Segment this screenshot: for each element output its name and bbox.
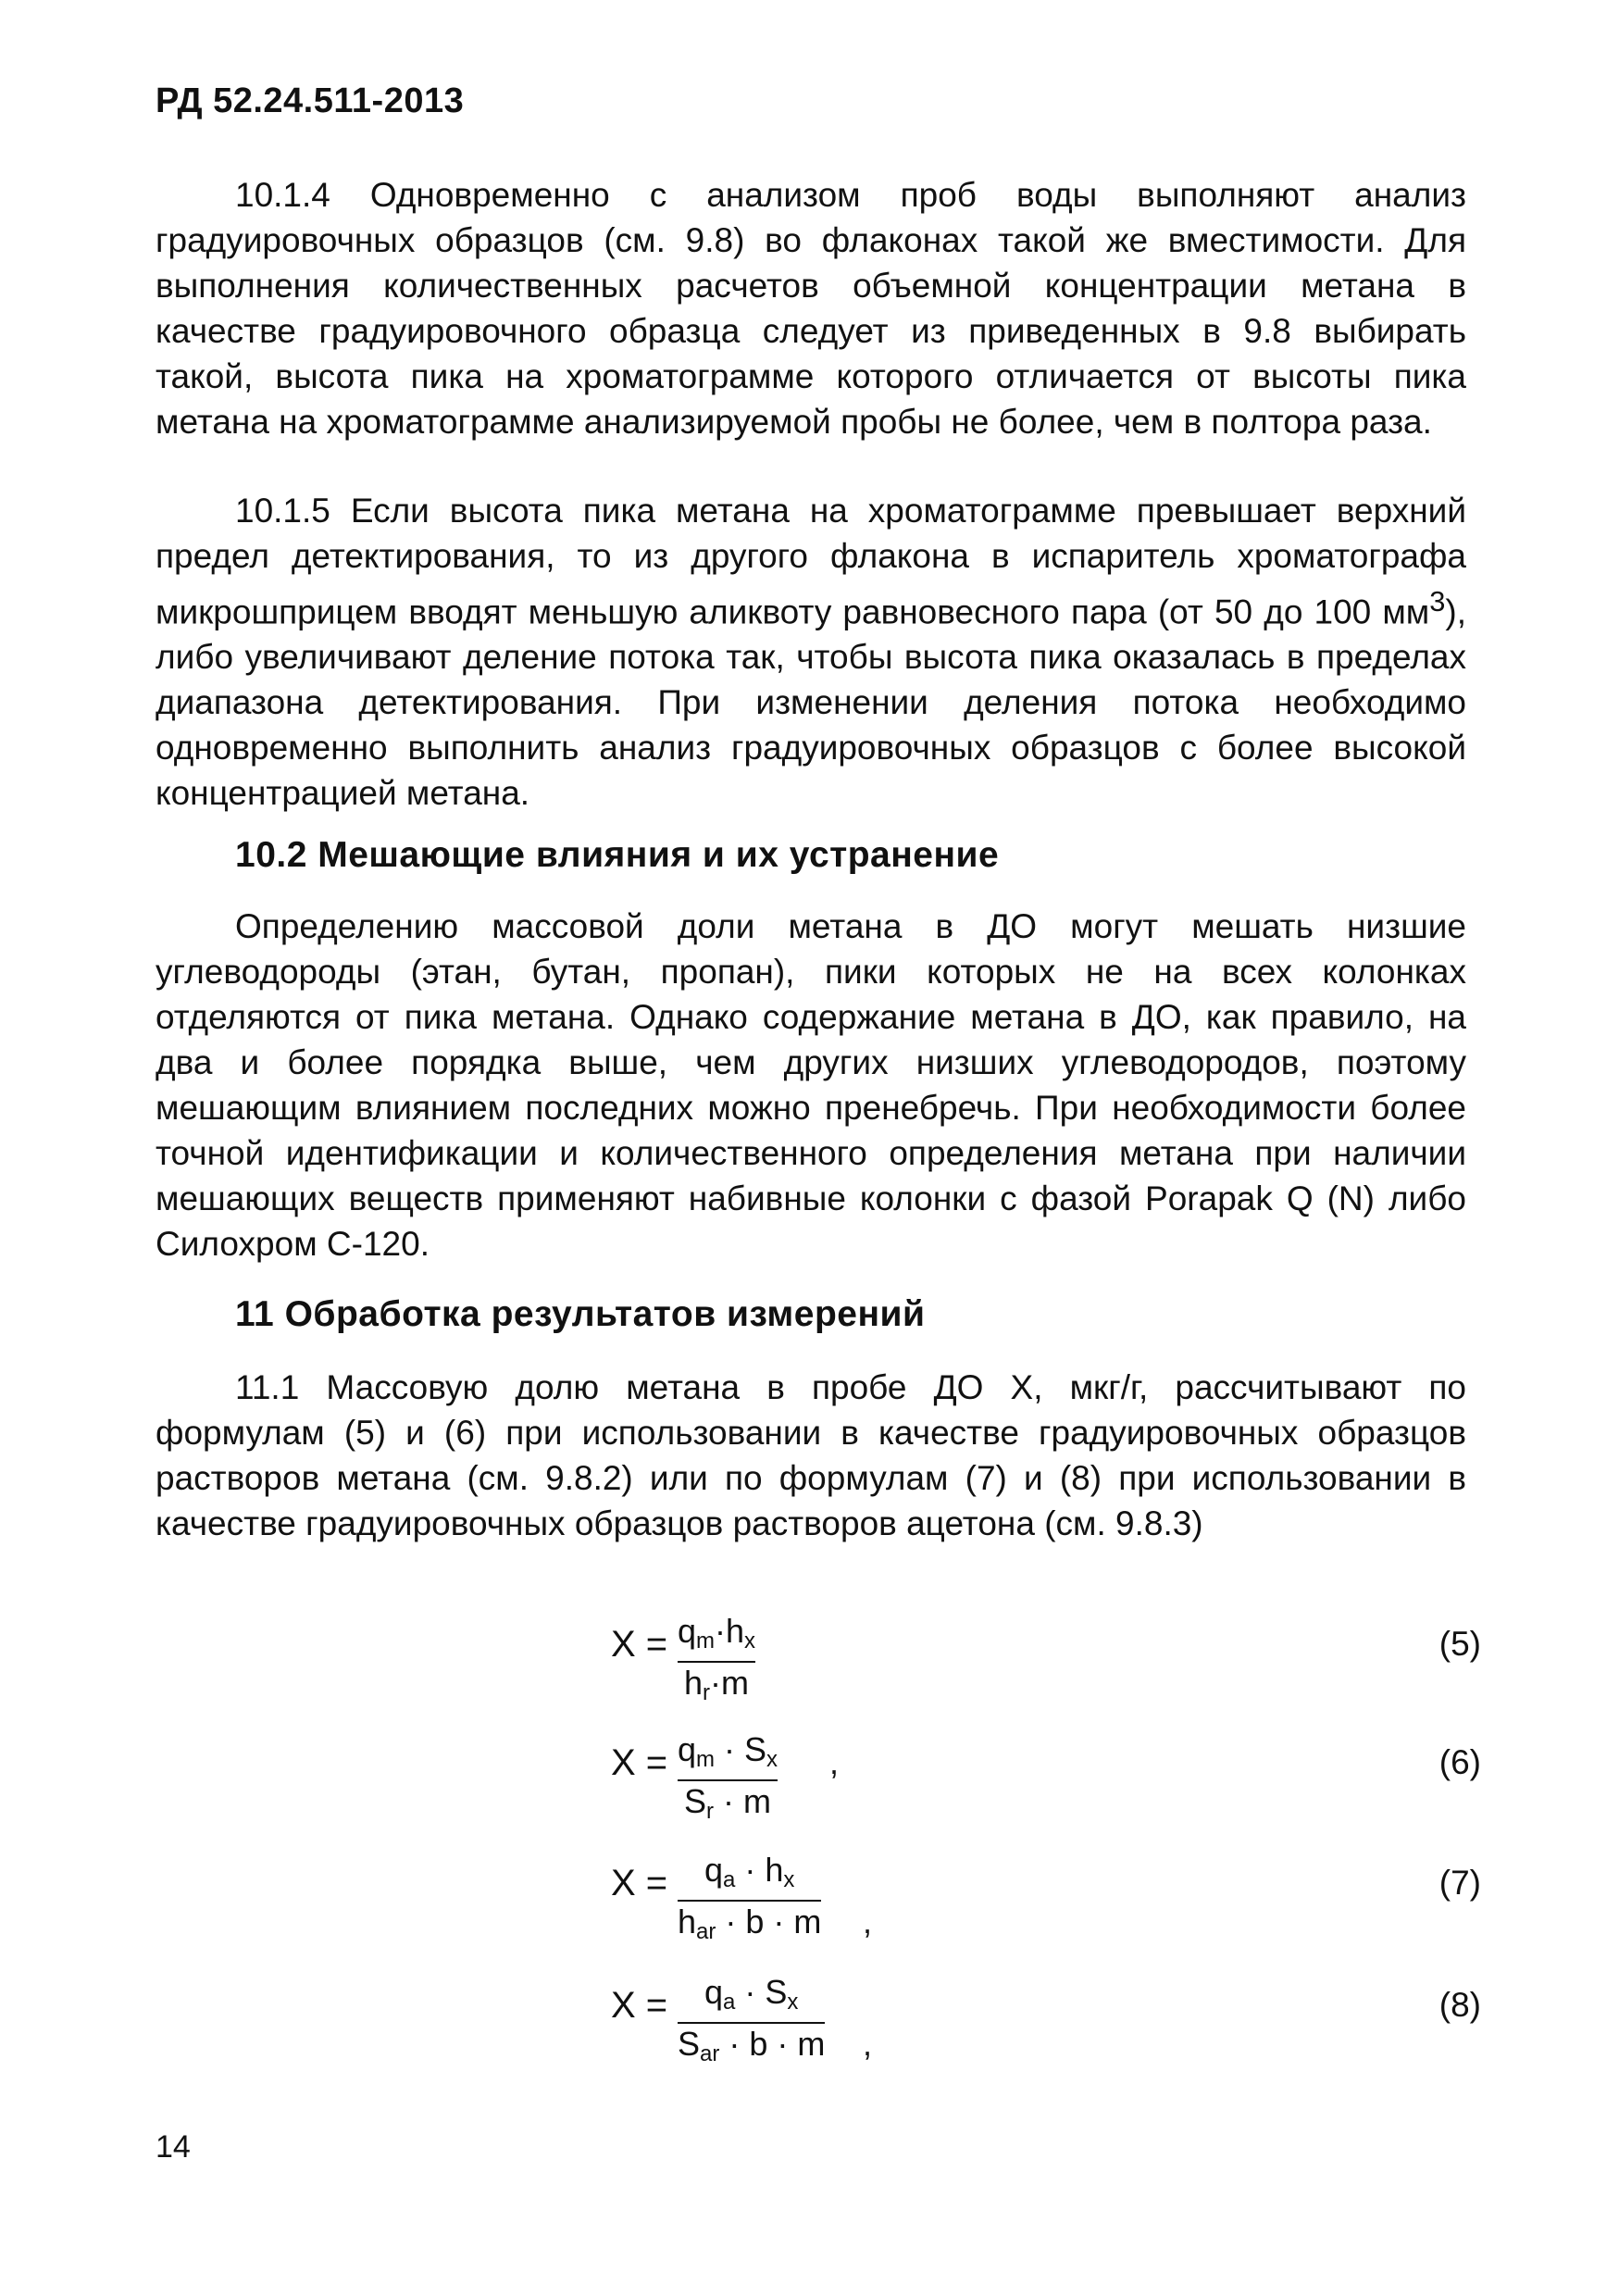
- paragraph-10-2: [156, 904, 1466, 1267]
- fraction: [678, 1613, 755, 1712]
- formula-lhs: X =: [611, 1985, 668, 2026]
- paragraph-text: Определению массовой доли метана в ДО могут мешать низшие углеводороды (этан, бутан, пропан), пики которых не на всех колонках отделяются от пика метана. Однако содержание метана в ДО, как правило, на два и более порядка выше, чем других низших углеводородов, поэтому мешающим влиянием последних можно пренебречь. При необходимости более точной идентификации и количественного определения метана при наличии мешающих веществ применяют набивные колонки с фазой Porapak Q (N) либо Силохром С-120.: [156, 907, 1466, 1263]
- formula-8: [611, 1974, 1481, 2066]
- numerator: $q_a \cdot h_x$: [704, 1851, 795, 1892]
- equation-number: (7): [1438, 1864, 1481, 1902]
- formula-6: [611, 1731, 1481, 1824]
- denominator: $S_{ar} \cdot b \cdot m$: [678, 2025, 826, 2066]
- document-code: РД 52.24.511-2013: [156, 81, 465, 120]
- paragraph-10-1-4: [156, 172, 1466, 444]
- section-heading-10-2: 10.2 Мешающие влияния и их устранение: [235, 835, 1000, 875]
- formula-7: [611, 1852, 1481, 1944]
- fraction: [678, 1974, 825, 2073]
- equation-number: (5): [1438, 1625, 1481, 1663]
- paragraph-11-1: [156, 1365, 1466, 1546]
- denominator: $h_{ar} \cdot b \cdot m$: [678, 1903, 822, 1944]
- fraction-bar: [678, 1779, 778, 1781]
- equation-number: (6): [1438, 1743, 1481, 1781]
- denominator: $h_r\cdot m$: [684, 1664, 750, 1705]
- formula-trailing-punctuation: ,: [829, 1743, 840, 1781]
- clause-label: 10.1.5: [235, 492, 330, 530]
- section-heading-11: 11 Обработка результатов измерений: [235, 1294, 926, 1334]
- page-number: 14: [156, 2129, 191, 2165]
- formula-trailing-punctuation: ,: [863, 2025, 873, 2063]
- superscript: 3: [1429, 585, 1446, 618]
- fraction-bar: [678, 2022, 825, 2024]
- paragraph-text: Если высота пика метана на хроматограмме превышает верхний предел детектирования, то из другого флакона в испаритель хроматографа микрошприцем вводят меньшую аликвоту равновесного пара (от 50 до 100 мм: [156, 492, 1466, 631]
- formula-lhs: X =: [611, 1742, 668, 1783]
- fraction: [678, 1852, 821, 1951]
- formula-5: [611, 1613, 1481, 1705]
- formula-lhs: X =: [611, 1624, 668, 1665]
- equation-number: (8): [1438, 1986, 1481, 2024]
- formula-lhs: X =: [611, 1863, 668, 1903]
- paragraph-text: Массовую долю метана в пробе ДО X, мкг/г, рассчитывают по формулам (5) и (6) при использовании в качестве градуировочных образцов растворов метана (см. 9.8.2) или по формулам (7) и (8) при использовании в качестве градуировочных образцов растворов ацетона (см. 9.8.3): [156, 1368, 1467, 1542]
- clause-label: 11.1: [235, 1368, 300, 1406]
- formula-trailing-punctuation: ,: [863, 1903, 873, 1940]
- numerator: $q_m\cdot h_x$: [678, 1612, 756, 1653]
- numerator: $q_a \cdot S_x$: [704, 1973, 799, 2015]
- fraction: [678, 1731, 778, 1830]
- paragraph-text: ), либо увеличивают деление потока так, чтобы высота пика оказалась в пределах диапазона детектирования. При изменении деления потока необходимо одновременно выполнить анализ градуировочных образцов с более высокой концентрацией метана.: [156, 593, 1466, 813]
- fraction-bar: [678, 1900, 821, 1902]
- denominator: $S_r \cdot m$: [684, 1782, 772, 1824]
- fraction-bar: [678, 1661, 755, 1663]
- paragraph-10-1-5: [156, 488, 1466, 816]
- clause-label: 10.1.4: [235, 176, 330, 214]
- numerator: $q_m \cdot S_x$: [678, 1730, 778, 1772]
- paragraph-text: Одновременно с анализом проб воды выполняют анализ градуировочных образцов (см. 9.8) во флаконах такой же вместимости. Для выполнения количественных расчетов объемной концентрации метана в качестве градуировочного образца следует из приведенных в 9.8 выбирать такой, высота пика на хроматограмме которого отличается от высоты пика метана на хроматограмме анализируемой пробы не более, чем в полтора раза.: [156, 176, 1466, 441]
